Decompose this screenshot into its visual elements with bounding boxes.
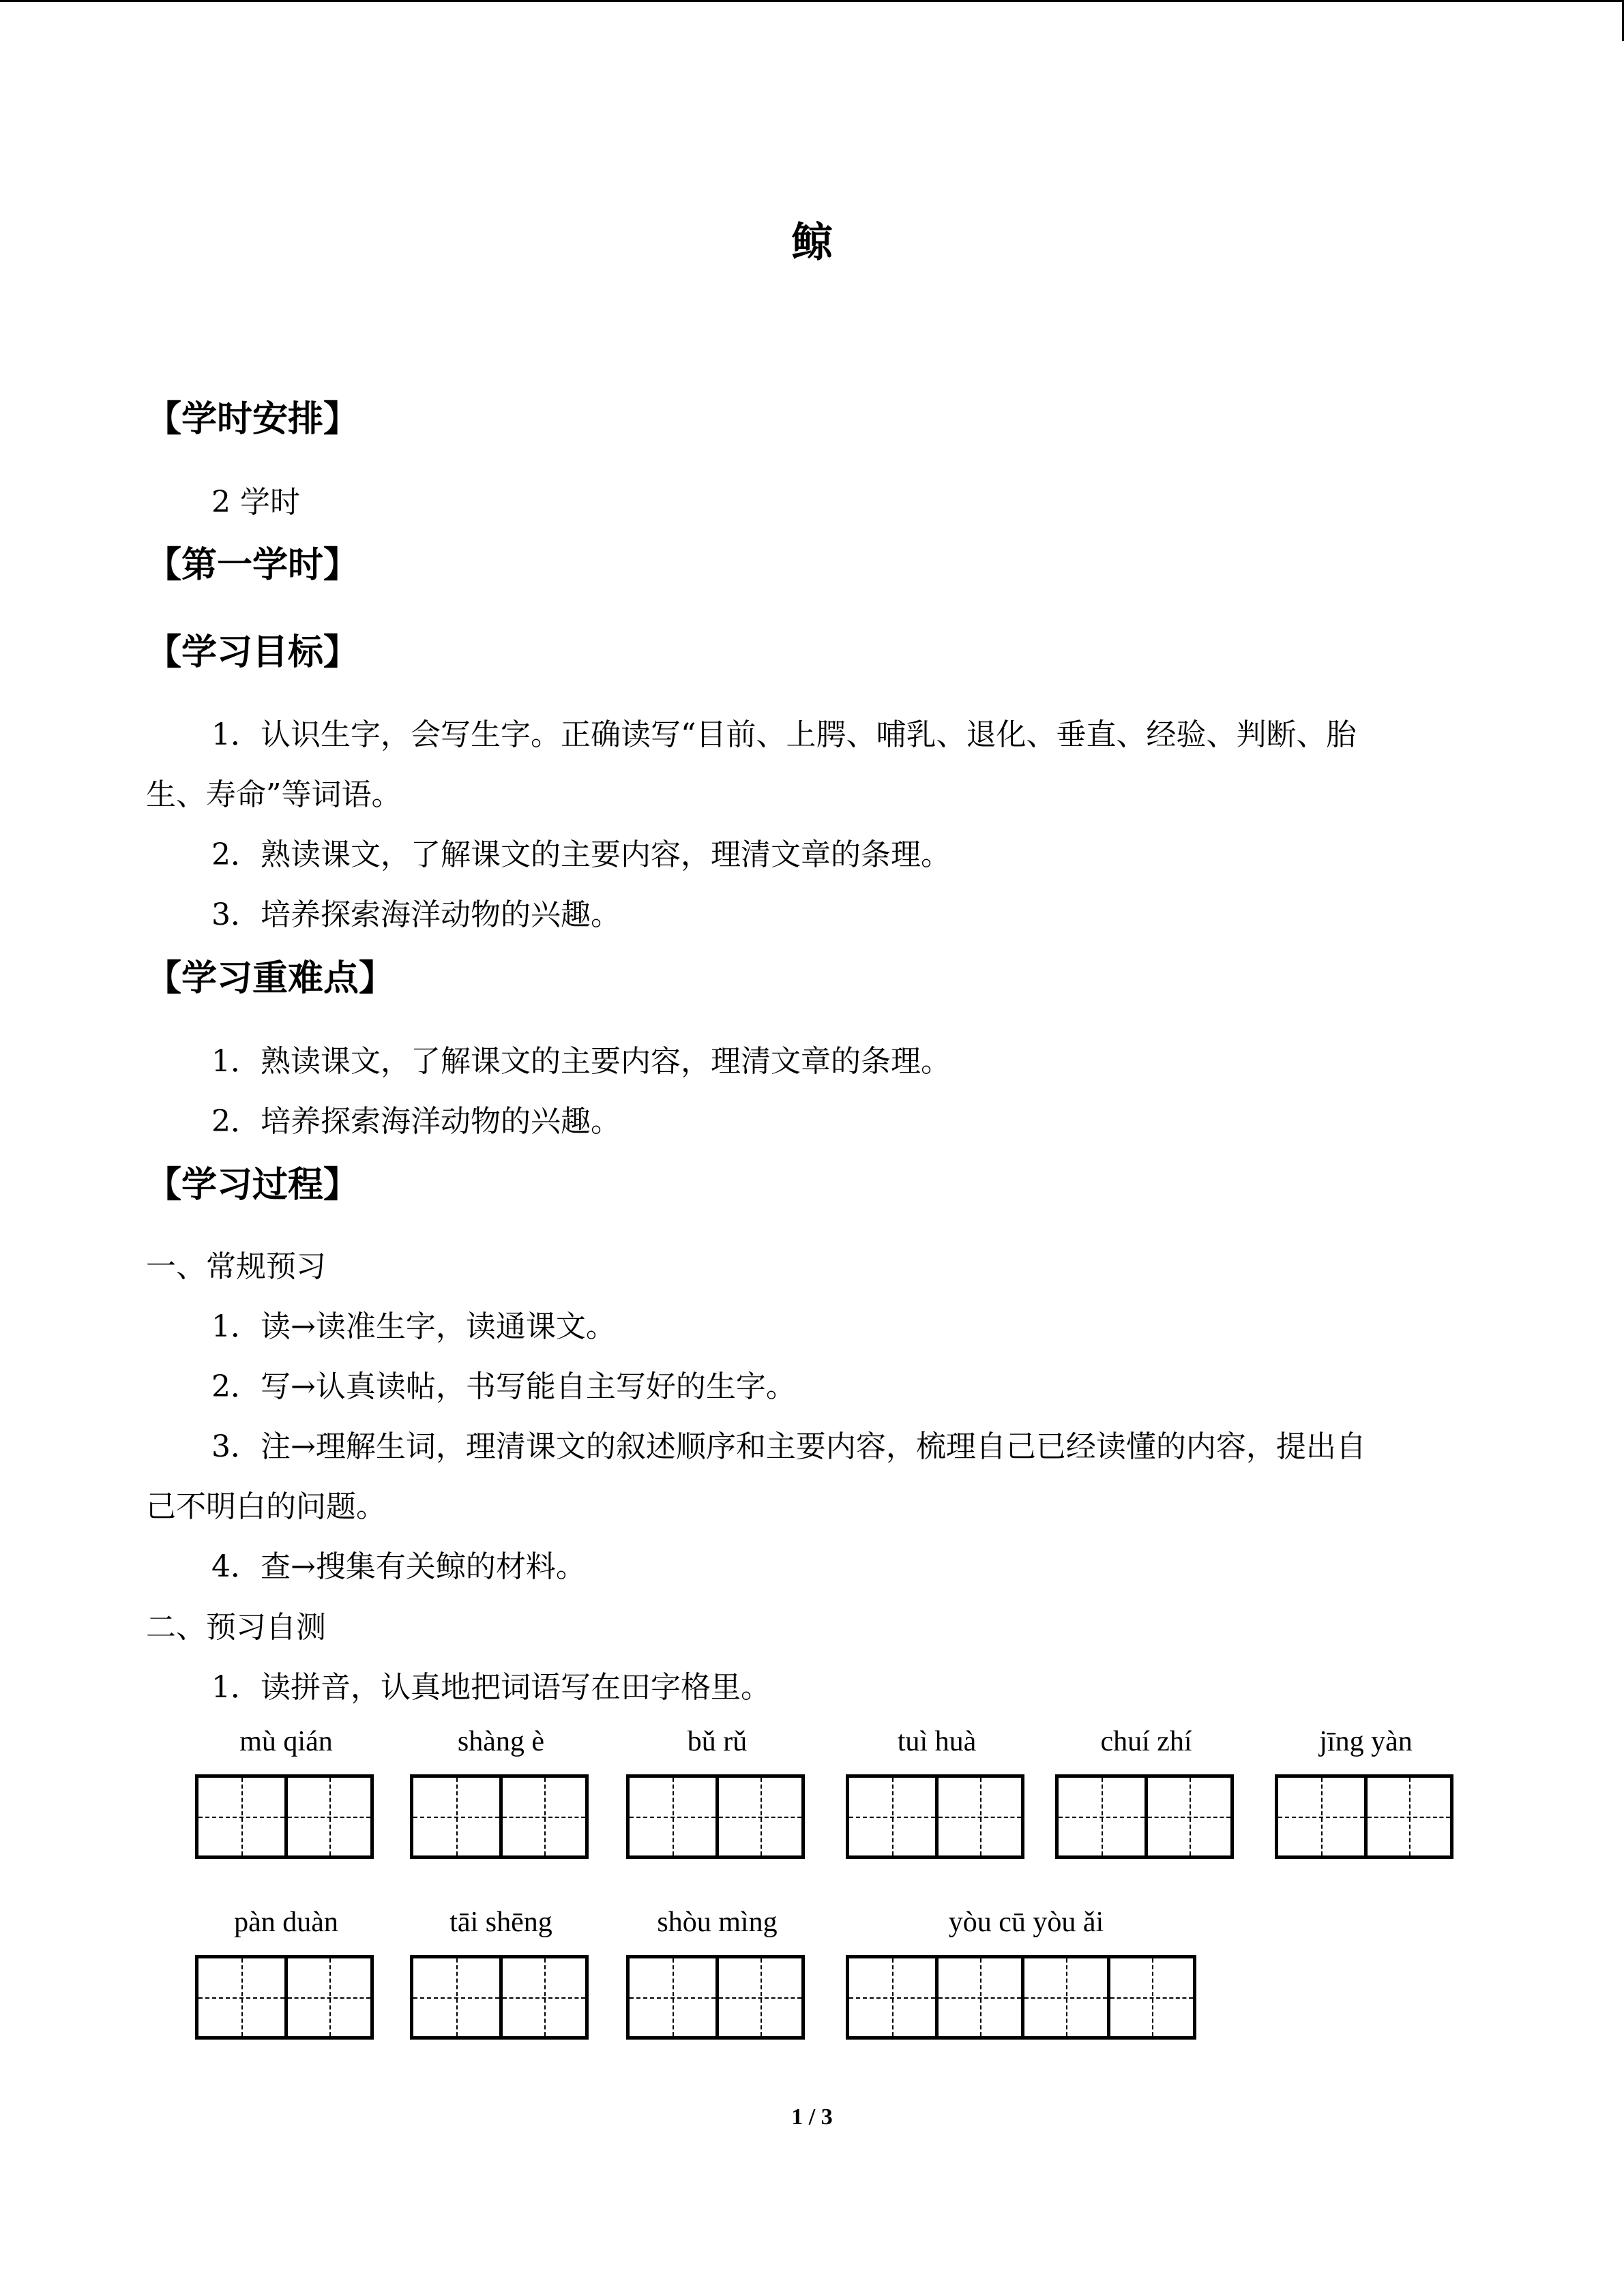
tianzige-box [195, 1774, 374, 1859]
writing-cell[interactable] [198, 1958, 284, 2036]
pinyin-label: pàn duàn [234, 1907, 338, 1938]
writing-cell[interactable] [935, 1778, 1021, 1855]
pinyin-label: bǔ rǔ [687, 1726, 748, 1757]
pinyin-word-group [195, 1906, 377, 2042]
writing-cell[interactable] [1059, 1778, 1145, 1855]
writing-cell[interactable] [1107, 1958, 1193, 2036]
key-point-item: 2．培养探索海洋动物的兴趣。 [211, 1104, 621, 1139]
writing-cell[interactable] [630, 1778, 715, 1855]
writing-cell[interactable] [284, 1958, 370, 2036]
part1-item: 4．查→搜集有关鲸的材料。 [211, 1549, 586, 1584]
writing-cell[interactable] [849, 1778, 935, 1855]
writing-cell[interactable] [413, 1778, 499, 1855]
part1-title: 一、常规预习 [146, 1249, 326, 1284]
goal-item: 3．培养探索海洋动物的兴趣。 [211, 897, 621, 932]
writing-cell[interactable] [1278, 1778, 1364, 1855]
schedule-text: 2 学时 [211, 485, 300, 520]
goals-heading: 【学习目标】 [146, 631, 359, 673]
top-border [0, 0, 1624, 2]
pinyin-word-group [410, 1725, 592, 1862]
writing-cell[interactable] [715, 1778, 801, 1855]
writing-cell[interactable] [849, 1958, 935, 2036]
pinyin-word-group [626, 1725, 808, 1862]
writing-cell[interactable] [630, 1958, 715, 2036]
writing-cell[interactable] [413, 1958, 499, 2036]
tianzige-box [410, 1955, 589, 2040]
writing-cell[interactable] [715, 1958, 801, 2036]
tianzige-box [1055, 1774, 1234, 1859]
goal-item: 1．认识生字，会写生字。正确读写“目前、上腭、哺乳、退化、垂直、经验、判断、胎 [211, 717, 1357, 752]
writing-cell[interactable] [198, 1778, 284, 1855]
pinyin-word-group [195, 1725, 377, 1862]
part2-title: 二、预习自测 [146, 1610, 326, 1645]
page-number: 1 / 3 [791, 2104, 833, 2130]
tianzige-box [1275, 1774, 1453, 1859]
pinyin-label: shàng è [457, 1726, 545, 1757]
tianzige-box [626, 1955, 805, 2040]
part1-item: 2．写→认真读帖，书写能自主写好的生字。 [211, 1369, 796, 1404]
pinyin-word-group [1275, 1725, 1457, 1862]
schedule-heading: 【学时安排】 [146, 398, 359, 440]
tianzige-box [626, 1774, 805, 1859]
part2-instruction: 1．读拼音，认真地把词语写在田字格里。 [211, 1670, 771, 1705]
pinyin-word-group [626, 1906, 808, 2042]
pinyin-label: yòu cū yòu ǎi [948, 1907, 1104, 1938]
first-period-heading: 【第一学时】 [146, 544, 359, 586]
pinyin-label: mù qián [239, 1726, 333, 1757]
key-points-heading: 【学习重难点】 [146, 957, 395, 999]
part1-item: 1．读→读准生字，读通课文。 [211, 1309, 616, 1344]
writing-cell[interactable] [499, 1958, 585, 2036]
pinyin-label: shòu mìng [657, 1907, 778, 1938]
writing-cell[interactable] [1145, 1778, 1230, 1855]
pinyin-word-group [846, 1906, 1207, 2042]
pinyin-word-group [1055, 1725, 1237, 1862]
pinyin-word-group [410, 1906, 592, 2042]
writing-cell[interactable] [935, 1958, 1021, 2036]
key-point-item: 1．熟读课文，了解课文的主要内容，理清文章的条理。 [211, 1044, 951, 1079]
part1-item: 3．注→理解生词，理清课文的叙述顺序和主要内容，梳理自己已经读懂的内容，提出自 [211, 1429, 1366, 1464]
process-heading: 【学习过程】 [146, 1164, 359, 1206]
pinyin-label: jīng yàn [1319, 1726, 1413, 1757]
pinyin-label: tuì huà [897, 1726, 977, 1757]
tianzige-box [195, 1955, 374, 2040]
goal-item: 2．熟读课文，了解课文的主要内容，理清文章的条理。 [211, 837, 951, 872]
pinyin-label: chuí zhí [1100, 1726, 1192, 1757]
pinyin-word-group [846, 1725, 1028, 1862]
page-title: 鲸 [791, 219, 833, 267]
goal-item-continued: 生、寿命”等词语。 [146, 777, 402, 812]
tianzige-box [410, 1774, 589, 1859]
writing-cell[interactable] [499, 1778, 585, 1855]
part1-item-continued: 己不明白的问题。 [146, 1489, 386, 1524]
pinyin-label: tāi shēng [449, 1907, 552, 1938]
tianzige-box [846, 1955, 1196, 2040]
tianzige-box [846, 1774, 1024, 1859]
writing-cell[interactable] [1364, 1778, 1450, 1855]
writing-cell[interactable] [284, 1778, 370, 1855]
writing-cell[interactable] [1021, 1958, 1107, 2036]
